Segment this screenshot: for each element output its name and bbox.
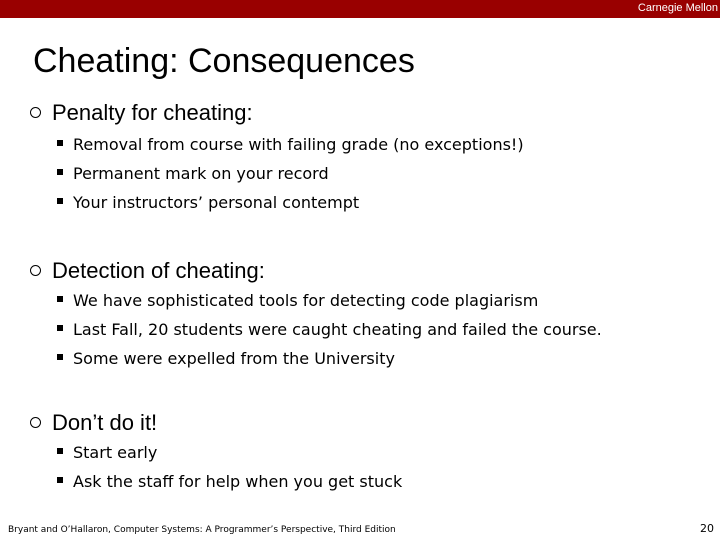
list-item-text: We have sophisticated tools for detecting code plagiarism xyxy=(73,291,539,310)
square-bullet-icon xyxy=(57,296,63,302)
list-item-text: Start early xyxy=(73,443,158,462)
list-item xyxy=(57,349,395,369)
list-item-text: Removal from course with failing grade (no exceptions!) xyxy=(73,135,524,154)
section-heading-text: Don’t do it! xyxy=(52,410,158,435)
square-bullet-icon xyxy=(57,198,63,204)
list-item-text: Last Fall, 20 students were caught cheating and failed the course. xyxy=(73,320,602,339)
list-item-text: Some were expelled from the University xyxy=(73,349,395,368)
list-item xyxy=(57,193,359,213)
square-bullet-icon xyxy=(57,169,63,175)
square-bullet-icon xyxy=(57,140,63,146)
section-heading-text: Detection of cheating: xyxy=(52,258,265,283)
list-item xyxy=(57,472,402,492)
list-item-text: Your instructors’ personal contempt xyxy=(73,193,360,212)
list-item xyxy=(57,443,157,463)
slide-title: Cheating: Consequences xyxy=(33,42,415,80)
circle-bullet-icon xyxy=(30,265,41,276)
org-name: Carnegie Mellon xyxy=(637,2,718,14)
list-item xyxy=(57,164,329,184)
list-item-text: Ask the staff for help when you get stuck xyxy=(73,472,403,491)
section-heading xyxy=(30,100,253,126)
square-bullet-icon xyxy=(57,354,63,360)
section-heading-text: Penalty for cheating: xyxy=(52,100,253,125)
square-bullet-icon xyxy=(57,325,63,331)
circle-bullet-icon xyxy=(30,107,41,118)
header-bar xyxy=(0,0,720,18)
footer-citation: Bryant and O’Hallaron, Computer Systems: A Programmer’s Perspective, Third Edition xyxy=(8,525,396,535)
list-item xyxy=(57,135,524,155)
section-heading xyxy=(30,410,157,436)
square-bullet-icon xyxy=(57,477,63,483)
list-item-text: Permanent mark on your record xyxy=(73,164,329,183)
list-item xyxy=(57,291,538,311)
circle-bullet-icon xyxy=(30,417,41,428)
square-bullet-icon xyxy=(57,448,63,454)
list-item xyxy=(57,320,602,340)
page-number: 20 xyxy=(700,522,714,535)
section-heading xyxy=(30,258,265,284)
